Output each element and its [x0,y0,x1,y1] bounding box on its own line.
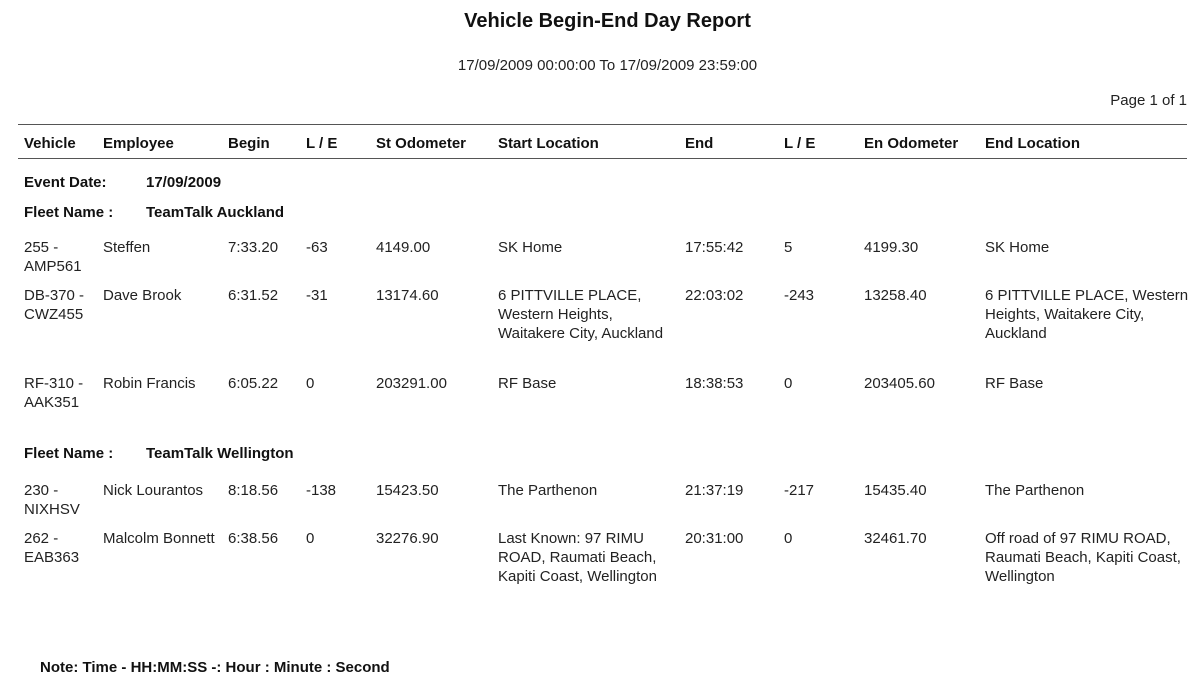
row-vehicle: 255 - AMP561 [24,239,82,275]
col-begin-header: Begin [228,135,270,152]
row-le-start: -138 [306,482,337,499]
row-end: 17:55:42 [685,239,744,256]
row-st-odometer: 13174.60 [376,287,439,304]
row-end: 22:03:02 [685,287,744,304]
row-st-odometer: 32276.90 [376,530,439,547]
row-en-odometer: 15435.40 [864,482,927,499]
row-employee: Malcolm Bonnett [103,530,215,547]
header-bottom-rule [18,158,1187,159]
row-start-location: SK Home [498,239,563,256]
col-le-end-header: L / E [784,135,816,152]
row-end: 21:37:19 [685,482,744,499]
row-end-location: Off road of 97 RIMU ROAD, Raumati Beach, Kapiti Coast, Wellington [985,530,1181,585]
fleet-name-label: Fleet Name : [24,445,114,462]
row-le-start: -31 [306,287,328,304]
page-number: Page 1 of 1 [1110,92,1187,109]
col-employee-header: Employee [103,135,174,152]
row-employee: Steffen [103,239,151,256]
row-end-location: SK Home [985,239,1050,256]
col-vehicle-header: Vehicle [24,135,76,152]
event-date-label: Event Date: [24,174,107,191]
row-end-location: 6 PITTVILLE PLACE, Western Heights, Waitakere City, Auckland [985,287,1189,342]
row-employee: Robin Francis [103,375,196,392]
row-vehicle: 262 - EAB363 [24,530,80,566]
row-le-start: -63 [306,239,328,256]
fleet-name-label: Fleet Name : [24,204,114,221]
row-begin: 6:05.22 [228,375,279,392]
row-start-location: 6 PITTVILLE PLACE, Western Heights, Waitakere City, Auckland [498,287,664,342]
row-le-end: 0 [784,375,793,392]
row-begin: 6:31.52 [228,287,279,304]
row-en-odometer: 32461.70 [864,530,927,547]
row-vehicle: 230 - NIXHSV [24,482,80,518]
fleet-name-value: TeamTalk Wellington [146,445,294,462]
row-end: 20:31:00 [685,530,744,547]
event-date-value: 17/09/2009 [146,174,222,191]
row-le-end: 0 [784,530,793,547]
row-le-start: 0 [306,375,315,392]
row-begin: 7:33.20 [228,239,279,256]
col-st-odometer-header: St Odometer [376,135,467,152]
row-start-location: Last Known: 97 RIMU ROAD, Raumati Beach, Kapiti Coast, Wellington [498,530,657,585]
row-le-end: 5 [784,239,793,256]
row-en-odometer: 4199.30 [864,239,919,256]
col-start-location-header: Start Location [498,135,599,152]
time-format-note: Note: Time - HH:MM:SS -: Hour : Minute : Second [40,659,390,676]
row-en-odometer: 203405.60 [864,375,935,392]
row-start-location: The Parthenon [498,482,598,499]
row-end: 18:38:53 [685,375,744,392]
row-end-location: The Parthenon [985,482,1085,499]
row-end-location: RF Base [985,375,1044,392]
report-title: Vehicle Begin-End Day Report [464,10,751,32]
col-end-location-header: End Location [985,135,1080,152]
row-employee: Dave Brook [103,287,182,304]
header-top-rule [18,124,1187,125]
row-vehicle: RF-310 - AAK351 [24,375,84,411]
col-en-odometer-header: En Odometer [864,135,959,152]
row-st-odometer: 15423.50 [376,482,439,499]
row-le-end: -243 [784,287,815,304]
row-en-odometer: 13258.40 [864,287,927,304]
row-vehicle: DB-370 - CWZ455 [24,287,85,323]
row-le-start: 0 [306,530,315,547]
row-st-odometer: 203291.00 [376,375,447,392]
col-le-start-header: L / E [306,135,338,152]
row-begin: 8:18.56 [228,482,279,499]
date-range: 17/09/2009 00:00:00 To 17/09/2009 23:59:00 [457,57,758,74]
row-le-end: -217 [784,482,815,499]
fleet-name-value: TeamTalk Auckland [146,204,285,221]
col-end-header: End [685,135,714,152]
row-employee: Nick Lourantos [103,482,204,499]
row-st-odometer: 4149.00 [376,239,431,256]
row-start-location: RF Base [498,375,557,392]
row-begin: 6:38.56 [228,530,279,547]
